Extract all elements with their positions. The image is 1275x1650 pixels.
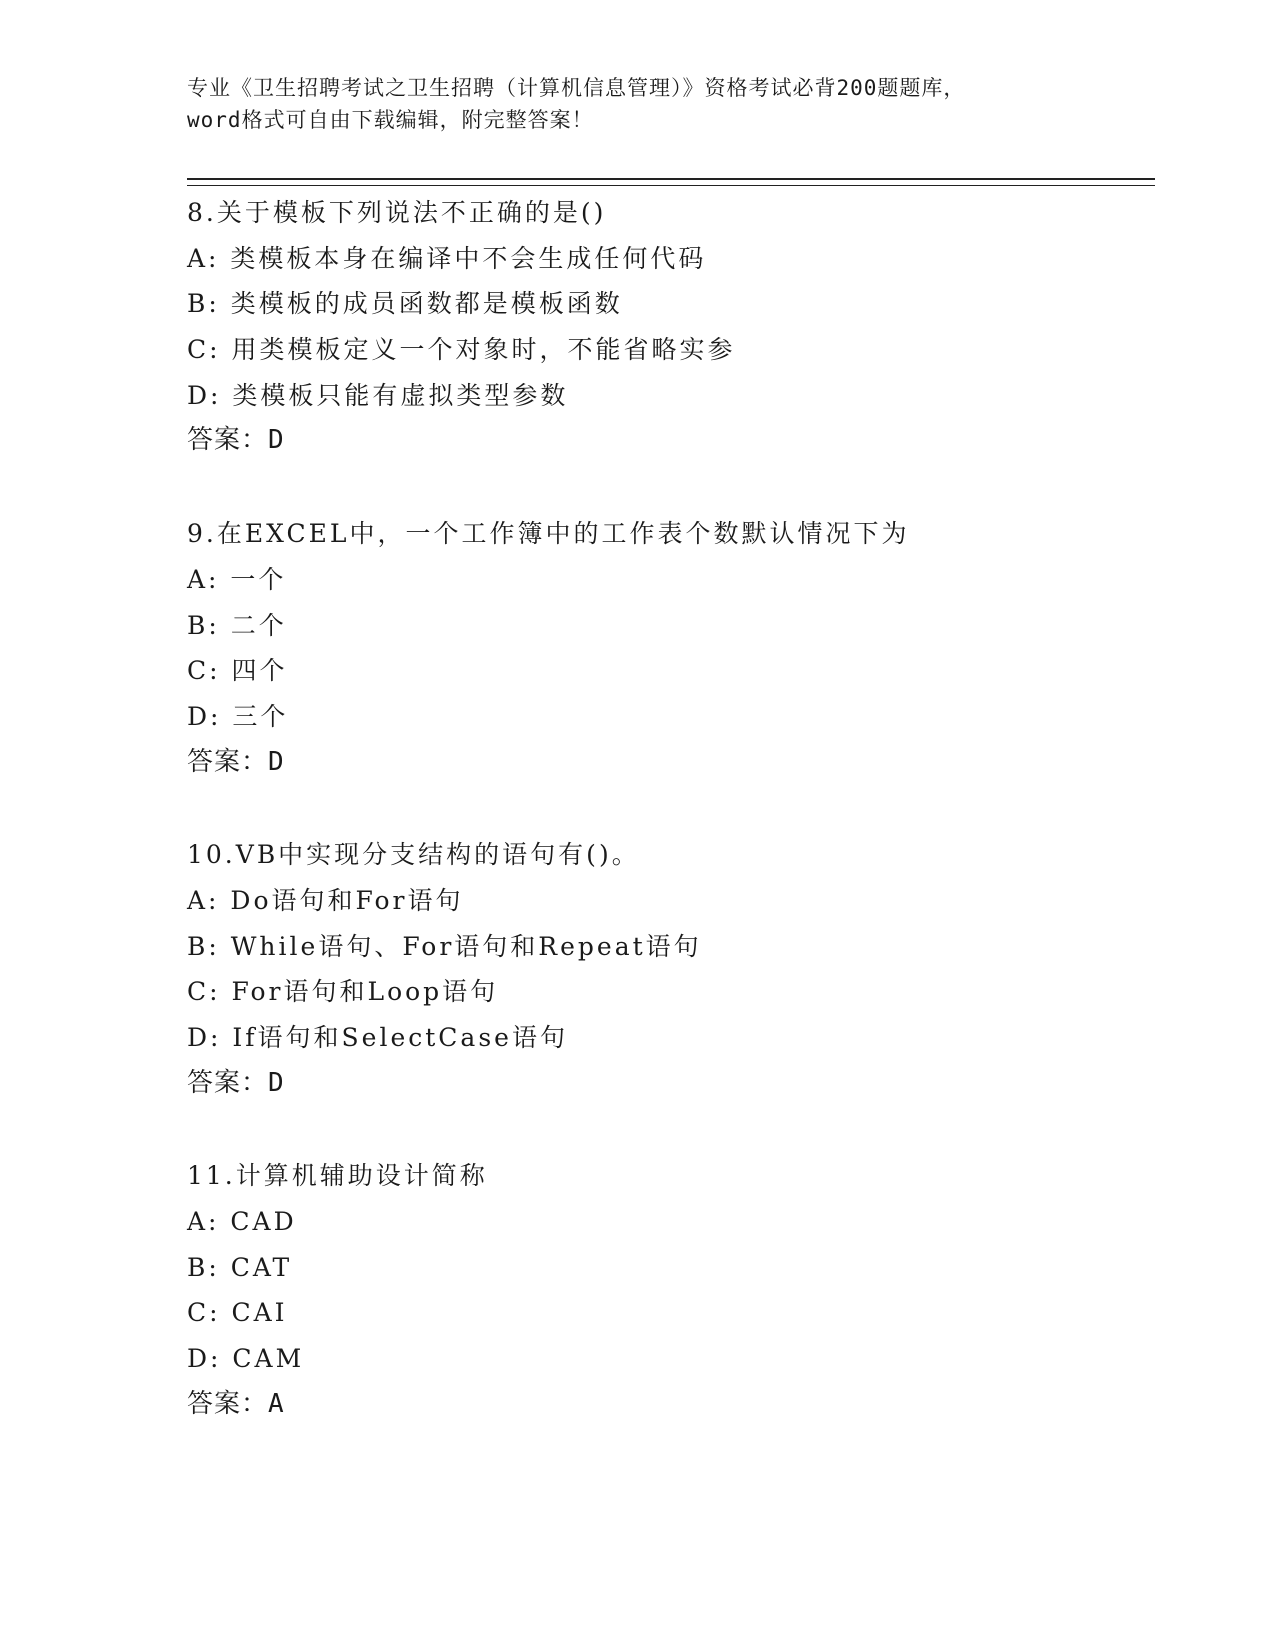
option-b: B: While语句、For语句和Repeat语句 bbox=[187, 931, 702, 961]
option-b: B: CAT bbox=[187, 1252, 293, 1282]
option-a: A: 一个 bbox=[187, 564, 287, 594]
option-d: D: 三个 bbox=[187, 701, 289, 731]
answer: 答案：A bbox=[187, 1388, 285, 1419]
option-b: B: 二个 bbox=[187, 610, 287, 640]
question-8 bbox=[187, 190, 1155, 464]
option-a: A: 类模板本身在编译中不会生成任何代码 bbox=[187, 243, 707, 273]
option-c: C: CAI bbox=[187, 1298, 288, 1328]
option-a: A: Do语句和For语句 bbox=[187, 885, 464, 915]
answer: 答案：D bbox=[187, 746, 285, 777]
option-b: B: 类模板的成员函数都是模板函数 bbox=[187, 289, 623, 319]
question-list bbox=[187, 190, 1155, 1475]
option-c: C: 四个 bbox=[187, 656, 288, 686]
header-divider bbox=[187, 178, 1155, 186]
question-stem: 9.在EXCEL中，一个工作簿中的工作表个数默认情况下为 bbox=[187, 519, 910, 549]
option-c: C: 用类模板定义一个对象时，不能省略实参 bbox=[187, 335, 736, 365]
answer: 答案：D bbox=[187, 425, 285, 456]
option-d: D: If语句和SelectCase语句 bbox=[187, 1023, 568, 1052]
question-stem: 11.计算机辅助设计简称 bbox=[187, 1161, 488, 1191]
option-d: D: CAM bbox=[187, 1344, 305, 1374]
document-header bbox=[187, 72, 1087, 136]
answer: 答案：D bbox=[187, 1067, 285, 1098]
option-a: A: CAD bbox=[187, 1207, 297, 1237]
option-c: C: For语句和Loop语句 bbox=[187, 977, 499, 1007]
header-line-2: word格式可自由下载编辑，附完整答案！ bbox=[187, 108, 594, 132]
question-stem: 8.关于模板下列说法不正确的是() bbox=[187, 198, 607, 227]
option-d: D: 类模板只能有虚拟类型参数 bbox=[187, 380, 569, 410]
header-line-1: 专业《卫生招聘考试之卫生招聘（计算机信息管理）》资格考试必背200题题库， bbox=[187, 76, 966, 100]
question-stem: 10.VB中实现分支结构的语句有()。 bbox=[187, 840, 640, 870]
question-11 bbox=[187, 1153, 1155, 1427]
question-10 bbox=[187, 832, 1155, 1106]
question-9 bbox=[187, 511, 1155, 785]
